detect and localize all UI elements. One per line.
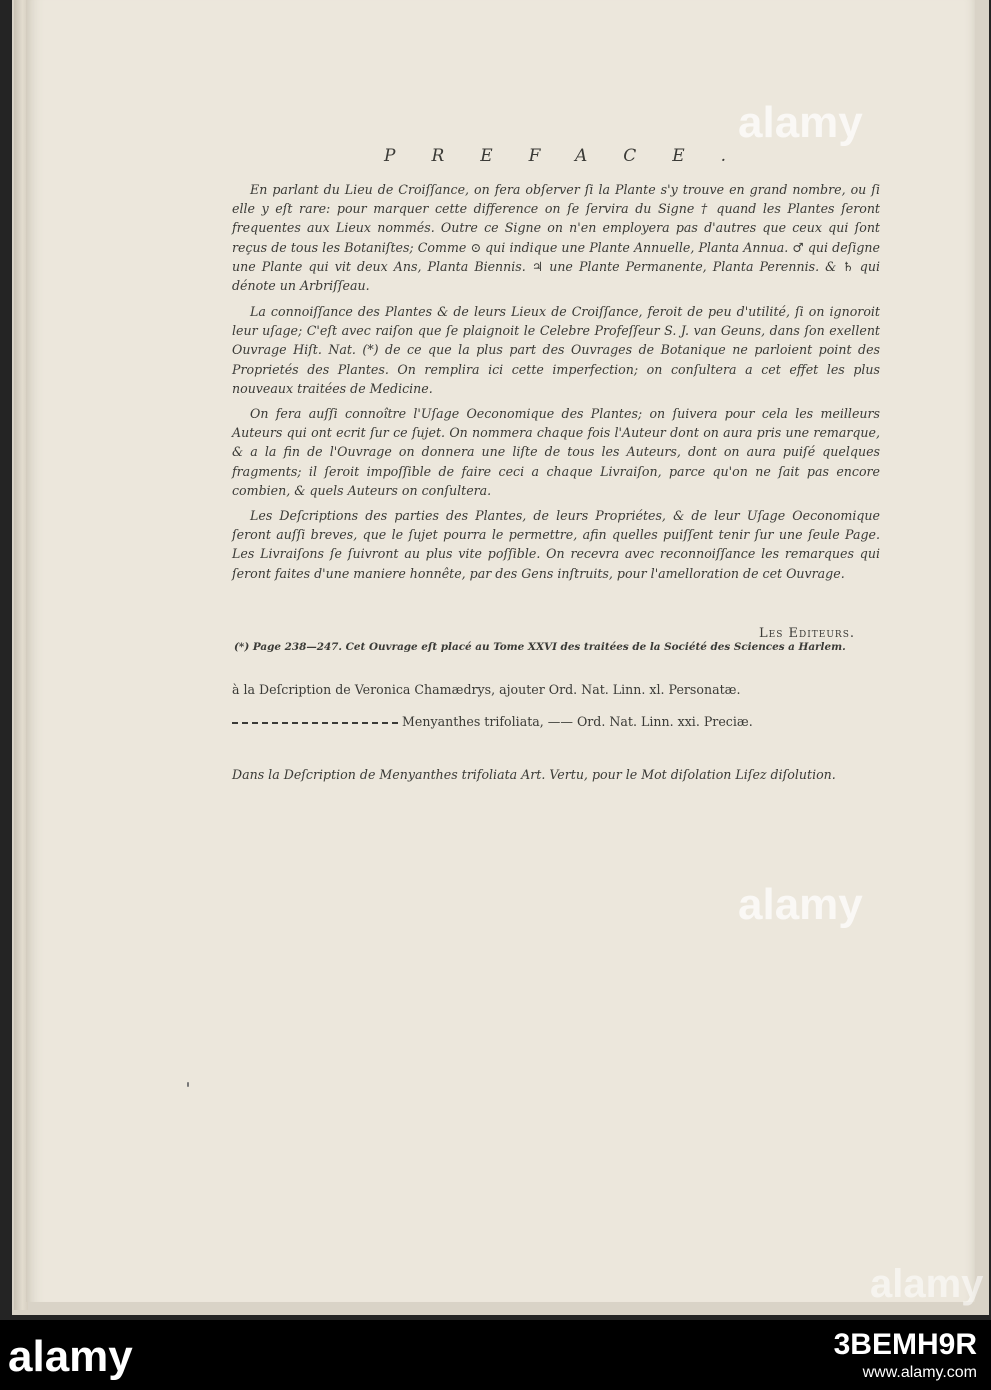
erratum-2-text: Menyanthes trifoliata, —— Ord. Nat. Linn. xxi. Preciæ. — [402, 714, 753, 729]
signature: Les Editeurs. — [759, 626, 855, 641]
watermark-top: alamy — [738, 98, 863, 147]
watermark-bottom: alamy — [738, 880, 863, 929]
erratum-2 — [232, 712, 753, 731]
banner-info — [834, 1328, 977, 1382]
watermark-corner: alamy — [870, 1262, 984, 1306]
ink-speck — [187, 1082, 189, 1087]
footnote: (*) Page 238—247. Cet Ouvrage eſt placé au Tome XXVI des traitées de la Société des Sciences a Harlem. — [234, 641, 846, 653]
paragraph-3: On fera auſſi connoître l'Uſage Oeconomique des Plantes; on ſuivera pour cela les meilleurs Auteurs qui ont ecrit ſur ce ſujet. On nommera chaque fois l'Auteur dont on aura pris une remarque, & a la fin de l'Ouvrage on donnera une liſte de tous les Auteurs, dont on aura puiſé quelques fragments; il ſeroit impoſſible de faire ceci a chaque Livraiſon, parce qu'on ne ſait pas encore combien, & quels Auteurs on conſultera. — [232, 406, 880, 498]
banner-url: www.alamy.com — [862, 1364, 977, 1381]
erratum-1: à la Deſcription de Veronica Chamædrys, ajouter Ord. Nat. Linn. xl. Personatæ. — [232, 682, 741, 697]
stock-banner — [0, 1320, 991, 1390]
image-id: 3BEMH9R — [833, 1328, 977, 1361]
paragraph-2: La connoiſſance des Plantes & de leurs Lieux de Croiſſance, feroit de peu d'utilité, ſi on ignoroit leur uſage; C'eſt avec raiſon que ſe plaignoit le Celebre Profeſſeur S. J. van Geuns, dans ſon exellent Ouvrage Hiſt. Nat. (*) de ce que la plus part des Ouvrages de Botanique ne parloient point des Proprietés des Plantes. On remplira ici cette imperfection; on conſultera a cet effet les plus nouveaux traitées de Medicine. — [232, 304, 880, 396]
page-title: PREFACE. — [384, 146, 763, 166]
alamy-logo: alamy — [8, 1332, 133, 1381]
paragraph-1: En parlant du Lieu de Croiſſance, on fera obſerver ſi la Plante s'y trouve en grand nombre, ou ſi elle y eſt rare: pour marquer cette difference on ſe ſervira du Signe † quand les Plantes ſeront frequentes aux Lieux nommés. Outre ce Signe on n'en employera pas d'autres que ceux qui ſont reçus de tous les Botaniſtes; Comme ⊙ qui indique une Plante Annuelle, Planta Annua. ♂ qui deſigne une Plante qui vit deux Ans, Planta Biennis. ♃ une Plante Permanente, Planta Perennis. & ♄ qui dénote un Arbriſſeau. — [232, 182, 880, 294]
paragraph-4: Les Deſcriptions des parties des Plantes, de leurs Propriétes, & de leur Uſage Oeconomique ſeront auſſi breves, que le ſujet pourra le permettre, afin quelles puiſſent tenir ſur une ſeule Page. Les Livraiſons ſe ſuivront au plus vite poſſible. On recevra avec reconnoiſſance les remarques qui ſeront faites d'une maniere honnête, par des Gens inſtruits, pour l'amelloration de cet Ouvrage. — [232, 508, 880, 581]
leader-dash — [232, 722, 398, 724]
final-note: Dans la Deſcription de Menyanthes trifoliata Art. Vertu, pour le Mot diſolation Liſez diſolution. — [232, 767, 836, 782]
